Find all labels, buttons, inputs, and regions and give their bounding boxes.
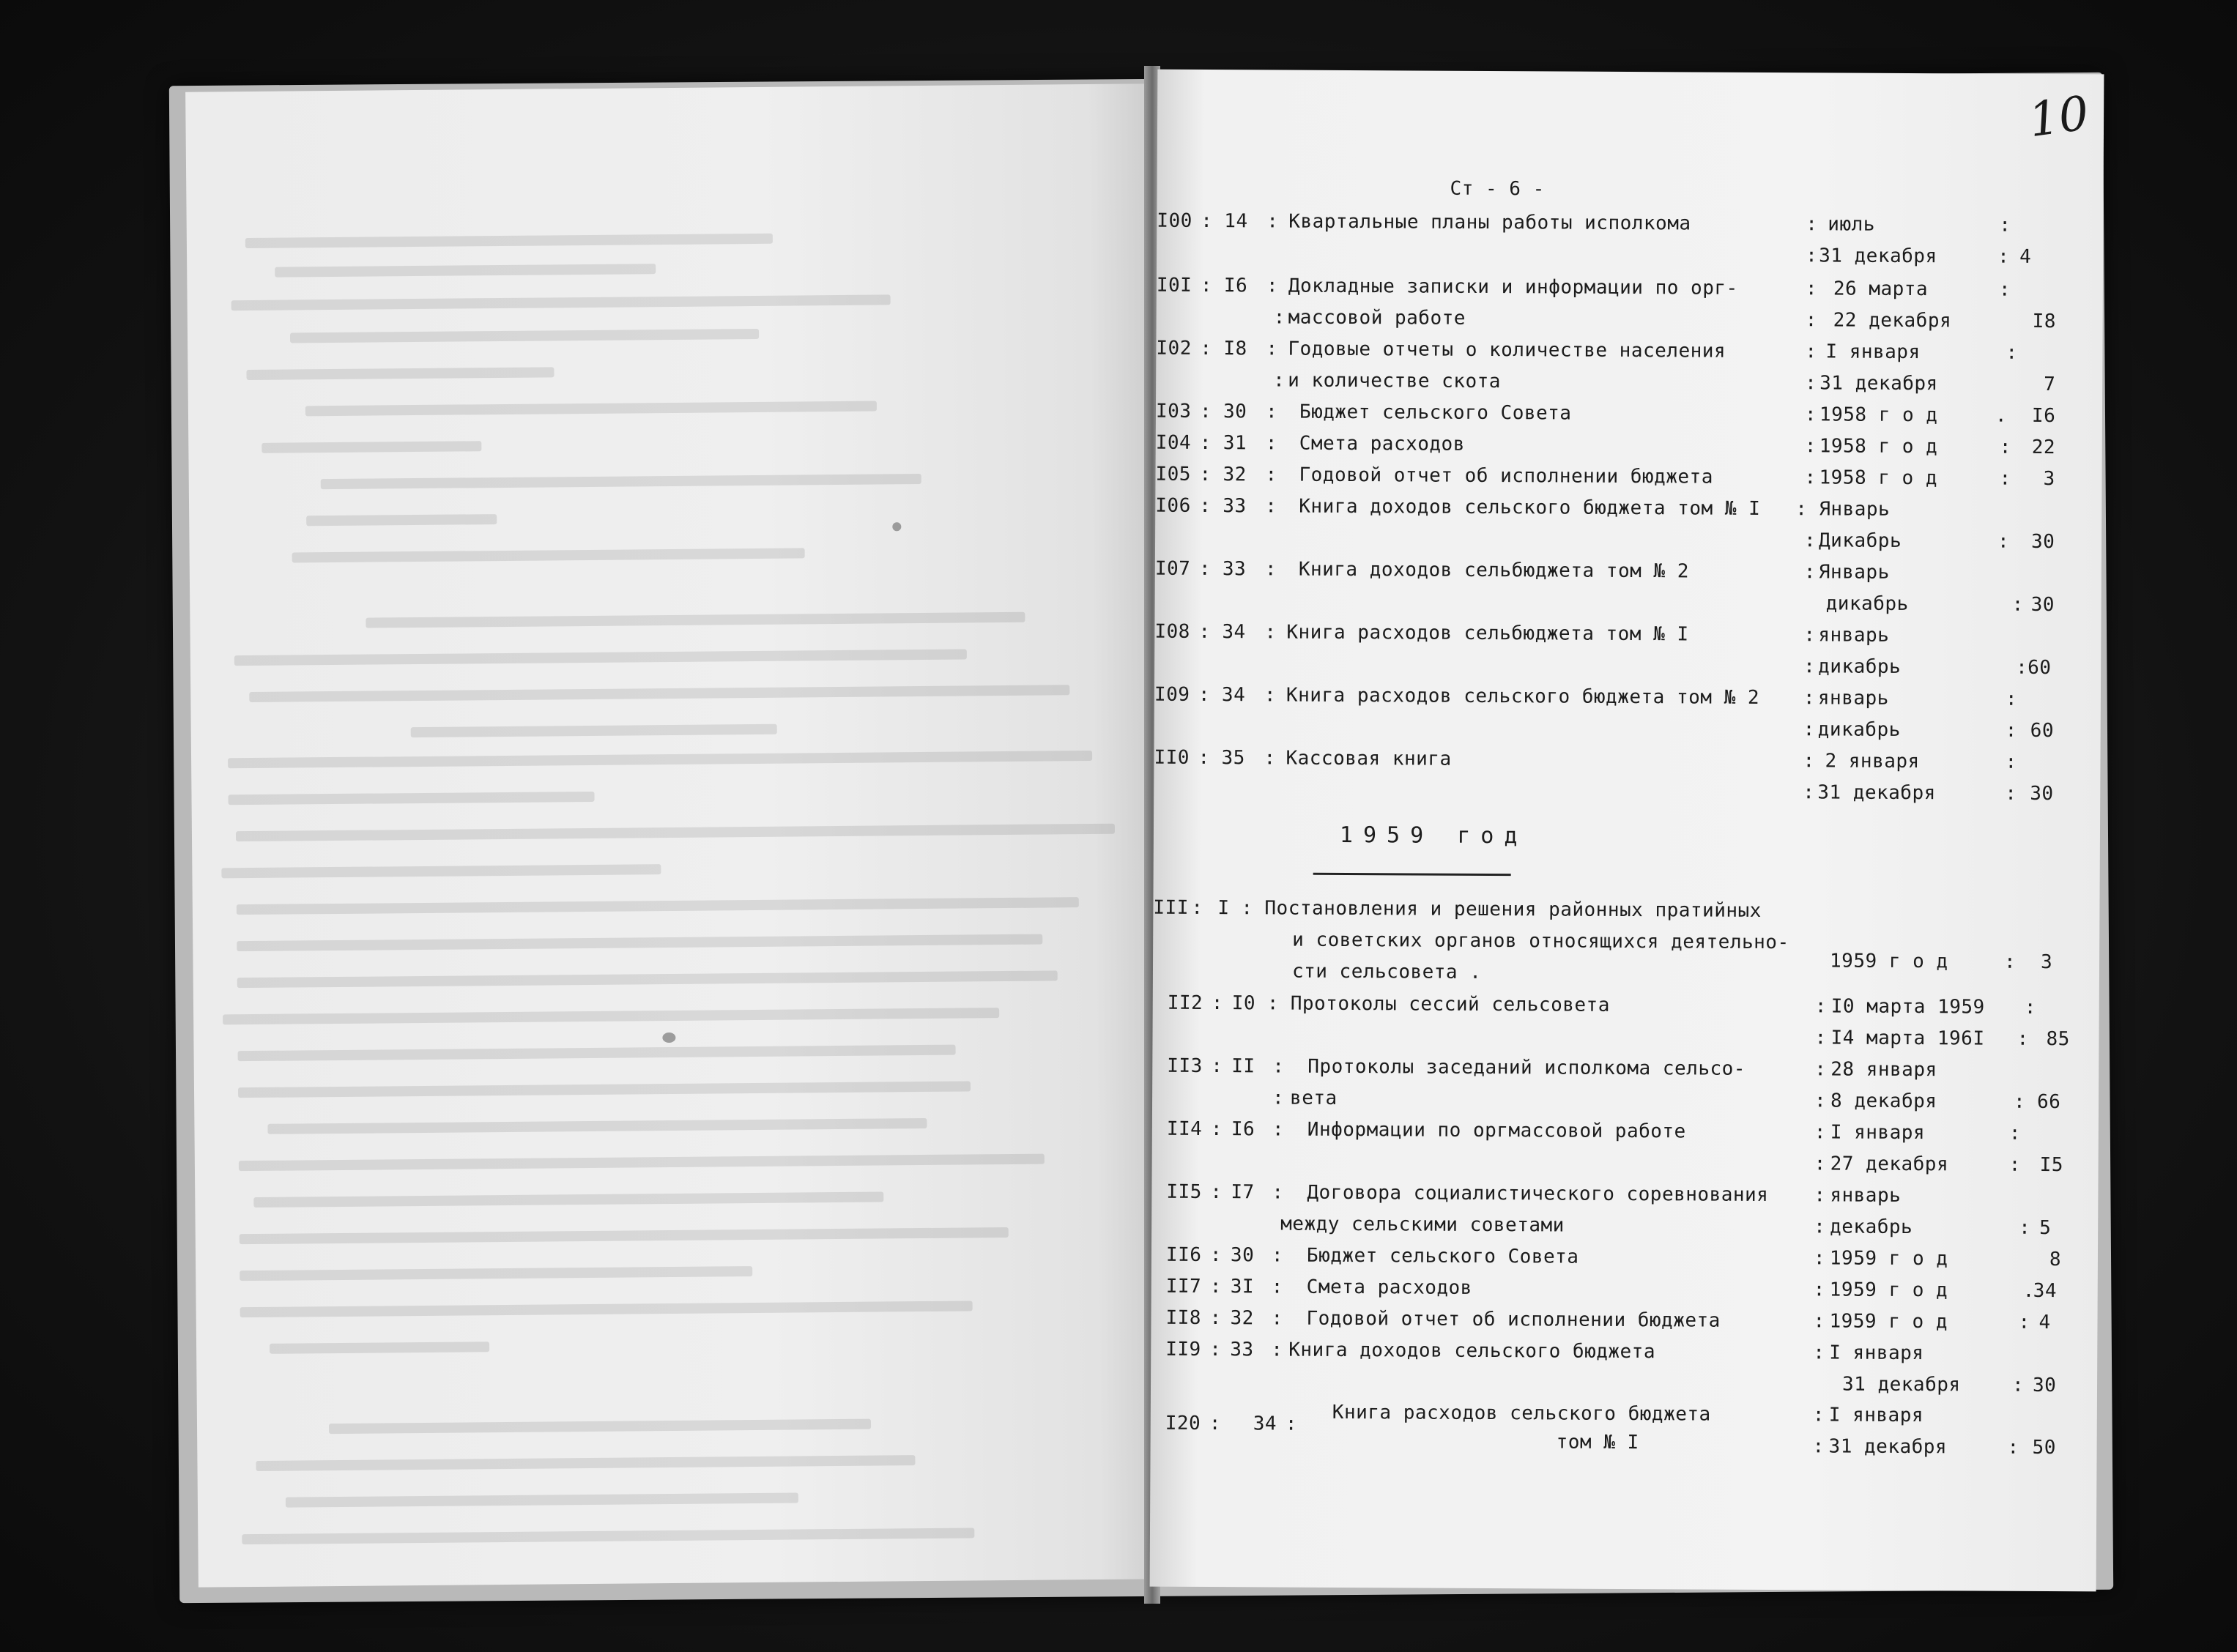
row-separator: : xyxy=(1271,1307,1283,1330)
row-title: Книга расходов сельского бюджета том № 2 xyxy=(1286,684,1760,709)
row-separator: : xyxy=(1285,1413,1297,1435)
row-title: Докладные записки и информации по орг- xyxy=(1288,275,1738,299)
row-separator: : xyxy=(1805,278,1818,300)
row-count: 34 xyxy=(2033,1279,2058,1303)
row-date-start: январь xyxy=(1818,624,1890,647)
row-number: II4 xyxy=(1166,1117,1203,1140)
row-separator: : xyxy=(1803,624,1816,647)
row-date-start: I января xyxy=(1829,1342,1924,1365)
row-separator: : xyxy=(1813,1342,1825,1364)
row-separator: : xyxy=(1804,466,1817,489)
row-count: 60 xyxy=(2030,719,2055,743)
row-title: Кассовая книга xyxy=(1286,747,1452,770)
row-date-start: январь xyxy=(1830,1184,1902,1207)
row-title-cont: и советских органов относящихся деятельно- xyxy=(1292,929,1789,954)
row-separator: : xyxy=(1803,529,1817,552)
row-separator: : xyxy=(1264,621,1277,644)
row-separator: : xyxy=(1198,557,1212,581)
row-separator: : xyxy=(1272,1055,1285,1078)
row-separator: : xyxy=(1264,747,1276,770)
right-page xyxy=(1150,70,2104,1592)
row-count: 30 xyxy=(2030,530,2055,554)
row-separator: : xyxy=(1804,435,1817,458)
row-count: I6 xyxy=(2031,404,2056,428)
row-title-cont: том № I xyxy=(1556,1431,1639,1454)
row-separator: : xyxy=(2007,1436,2019,1459)
row-separator: : xyxy=(1210,1181,1223,1204)
row-date-start: I января xyxy=(1828,1404,1924,1427)
row-item: 34 xyxy=(1253,1413,1277,1435)
row-date-end: 27 декабря xyxy=(1830,1153,1949,1176)
row-date-start: I0 марта 1959 xyxy=(1830,995,1985,1019)
row-title: Книга доходов сельбюджета том № 2 xyxy=(1298,558,1689,583)
row-separator: : xyxy=(1210,1118,1223,1141)
row-count: I5 xyxy=(2039,1153,2064,1177)
row-separator: : xyxy=(1999,467,2011,490)
row-separator: : xyxy=(1198,746,1210,770)
row-number: I05 xyxy=(1155,463,1192,485)
row-date-start: июль xyxy=(1828,213,1876,236)
row-date-start: 26 марта xyxy=(1833,278,1929,301)
row-separator: : xyxy=(2017,1027,2029,1050)
row-separator: : xyxy=(1209,1276,1222,1298)
row-separator: : xyxy=(1264,558,1277,581)
row-separator: : xyxy=(1271,1244,1284,1267)
row-date-end: 22 декабря xyxy=(1833,309,1952,332)
row-separator: : xyxy=(1200,274,1213,297)
row-separator: : xyxy=(1805,341,1817,363)
row-separator: : xyxy=(1211,992,1223,1015)
row-separator: : xyxy=(1209,1244,1223,1267)
row-separator: : xyxy=(1998,278,2011,301)
row-title: Бюджет сельского Совета xyxy=(1299,401,1572,425)
row-separator: : xyxy=(1272,1087,1285,1109)
row-separator: : xyxy=(1813,1279,1825,1301)
row-count: 30 xyxy=(2030,782,2054,805)
row-separator: : xyxy=(1209,1307,1222,1330)
row-separator: : xyxy=(1272,1118,1285,1141)
row-separator: : xyxy=(1241,897,1253,920)
row-separator: : xyxy=(1814,1058,1827,1081)
row-item: 32 xyxy=(1223,464,1247,486)
row-separator: : xyxy=(1813,1310,1825,1333)
row-number: II7 xyxy=(1165,1275,1202,1298)
row-number: I09 xyxy=(1154,683,1190,706)
row-separator: : xyxy=(1265,464,1277,486)
folio-number: 10 xyxy=(2025,86,2093,149)
row-separator: : xyxy=(1199,494,1212,518)
row-separator: : xyxy=(1803,781,1815,804)
row-count: 85 xyxy=(2046,1028,2070,1051)
row-separator: : xyxy=(2018,1311,2030,1333)
row-separator: : xyxy=(1814,1027,1827,1049)
row-separator: : xyxy=(1211,1055,1223,1078)
row-item: II xyxy=(1231,1055,1255,1078)
row-item: I xyxy=(1217,897,1230,920)
row-date-start: 1959 г о д xyxy=(1829,950,1948,973)
row-number: I06 xyxy=(1155,494,1191,517)
row-count: 60 xyxy=(2028,656,2052,680)
row-separator: : xyxy=(1997,245,2010,268)
row-separator: : xyxy=(1198,683,1211,707)
row-separator: : xyxy=(1271,1276,1283,1298)
row-separator: : xyxy=(1271,1339,1283,1361)
row-title: Квартальные планы работы исполкома xyxy=(1288,210,1691,235)
row-date-end: Дикабрь xyxy=(1818,529,1902,552)
row-date-start: 1959 г о д xyxy=(1829,1247,1948,1270)
row-date-end: 31 декабря xyxy=(1819,245,1937,268)
row-number: II6 xyxy=(1165,1243,1202,1266)
row-date-start: 1959 г о д xyxy=(1829,1310,1948,1333)
row-separator: : xyxy=(1272,1181,1284,1204)
page-header: Ст - 6 - xyxy=(1450,177,1545,201)
row-date-end: дикабрь xyxy=(1825,592,1909,616)
row-separator: : xyxy=(1266,210,1279,233)
row-separator: : xyxy=(1999,214,2011,237)
row-date-end: I4 марта 196I xyxy=(1830,1027,1985,1050)
row-item: 33 xyxy=(1223,495,1247,518)
row-count: 5 xyxy=(2039,1216,2052,1240)
row-count: 66 xyxy=(2036,1090,2061,1114)
row-item: 32 xyxy=(1230,1307,1254,1330)
row-separator: : xyxy=(1997,530,2010,553)
row-separator: : xyxy=(1191,896,1203,919)
row-number: II5 xyxy=(1166,1180,1202,1203)
row-separator: . xyxy=(1995,404,2008,427)
row-separator: : xyxy=(1814,995,1827,1018)
row-number: I03 xyxy=(1155,400,1192,423)
row-title-cont: и количестве скота xyxy=(1288,369,1502,393)
row-separator: : xyxy=(1806,245,1818,267)
row-separator: : xyxy=(1814,1121,1827,1144)
row-title: Смета расходов xyxy=(1306,1276,1472,1299)
row-item: 30 xyxy=(1223,401,1247,423)
row-separator: . xyxy=(2022,1279,2035,1302)
row-item: I8 xyxy=(1223,338,1247,360)
row-item: 14 xyxy=(1224,210,1248,233)
row-separator: : xyxy=(1812,1435,1825,1458)
row-separator: : xyxy=(1804,403,1817,426)
row-count: I8 xyxy=(2032,310,2057,333)
row-title: Смета расходов xyxy=(1299,432,1465,455)
row-number: I0I xyxy=(1156,274,1192,297)
row-separator: : xyxy=(1812,1404,1825,1426)
row-separator: : xyxy=(2008,1153,2021,1176)
row-title-cont: между сельскими советами xyxy=(1280,1213,1565,1237)
row-separator: : xyxy=(2013,1090,2026,1113)
row-separator: : xyxy=(1200,337,1212,360)
row-date-start: Январь xyxy=(1818,561,1890,584)
row-number: III xyxy=(1153,896,1189,919)
row-title: Книга расходов сельбюджета том № I xyxy=(1286,621,1689,646)
row-count: 4 xyxy=(2019,245,2032,268)
row-separator: : xyxy=(1814,1090,1827,1112)
row-separator: : xyxy=(1805,309,1817,332)
row-separator: : xyxy=(1273,306,1286,329)
row-number: II9 xyxy=(1165,1338,1201,1361)
row-separator: : xyxy=(1814,1153,1826,1175)
year-heading: 1959 год xyxy=(1339,822,1528,849)
row-separator: : xyxy=(1199,431,1212,455)
row-separator: : xyxy=(1265,432,1277,455)
row-separator: : xyxy=(1264,684,1277,707)
row-separator: : xyxy=(1805,372,1817,395)
row-date-start: Январь xyxy=(1819,498,1891,521)
row-date-start: 1959 г о д xyxy=(1829,1279,1948,1302)
row-count: 3 xyxy=(2040,950,2053,974)
row-date-end: 31 декабря xyxy=(1819,372,1938,395)
row-title: Годовой отчет об исполнении бюджета xyxy=(1299,464,1713,488)
row-item: 34 xyxy=(1221,684,1246,707)
row-number: I00 xyxy=(1157,209,1192,232)
row-item: 34 xyxy=(1222,621,1246,644)
row-title: Годовые отчеты о количестве населения xyxy=(1288,338,1726,362)
row-separator: : xyxy=(1265,401,1278,423)
row-date-start: январь xyxy=(1817,687,1889,710)
row-item: 33 xyxy=(1230,1339,1254,1361)
row-separator: : xyxy=(1803,561,1817,584)
row-count: 30 xyxy=(2030,593,2055,617)
row-date-start: 28 января xyxy=(1830,1058,1937,1082)
row-item: 30 xyxy=(1230,1244,1255,1267)
row-number: II3 xyxy=(1167,1054,1203,1077)
row-separator: : xyxy=(2011,1374,2025,1396)
row-item: I6 xyxy=(1223,275,1248,297)
row-separator: : xyxy=(2011,593,2024,616)
row-separator: : xyxy=(1266,338,1278,360)
row-separator: : xyxy=(1209,1339,1222,1361)
row-number: I07 xyxy=(1154,557,1191,580)
year-heading-underline xyxy=(1313,873,1511,876)
row-title-cont: вета xyxy=(1290,1087,1338,1109)
row-date-end: дикабрь xyxy=(1818,655,1902,678)
row-item: I6 xyxy=(1231,1118,1255,1141)
row-date-start: 2 января xyxy=(1825,750,1920,773)
row-title: Постановления и решения районных пратийных xyxy=(1264,897,1762,922)
row-separator: : xyxy=(1803,718,1815,741)
row-count: 3 xyxy=(2043,467,2055,491)
row-separator: : xyxy=(1814,1184,1826,1207)
row-separator: : xyxy=(2006,341,2018,364)
row-number: I20 xyxy=(1165,1412,1201,1435)
row-separator: : xyxy=(1273,369,1286,392)
row-title: Годовой отчет об исполнении бюджета xyxy=(1306,1307,1721,1332)
row-item: 35 xyxy=(1221,747,1245,770)
row-date-start: 1958 г о д xyxy=(1819,403,1938,427)
row-item: 3I xyxy=(1230,1276,1255,1298)
row-separator: : xyxy=(2016,656,2028,679)
row-date-start: I января xyxy=(1830,1121,1926,1145)
row-item: 33 xyxy=(1222,558,1247,581)
row-date-start: 1958 г о д xyxy=(1819,435,1938,458)
row-title: Протоколы сессий сельсовета xyxy=(1290,992,1610,1016)
row-separator: : xyxy=(1199,463,1212,486)
row-count: 4 xyxy=(2038,1311,2051,1334)
row-separator: : xyxy=(1199,400,1212,423)
row-date-end: 31 декабря xyxy=(1817,781,1936,805)
row-separator: : xyxy=(2019,1216,2031,1239)
left-page-bleedthrough xyxy=(185,83,1158,1587)
row-separator: : xyxy=(1266,275,1279,297)
row-item: I0 xyxy=(1231,992,1256,1015)
row-date-end: 8 декабря xyxy=(1830,1090,1937,1113)
row-number: I02 xyxy=(1156,337,1192,360)
row-number: II0 xyxy=(1154,746,1190,769)
row-count: 8 xyxy=(2049,1249,2062,1271)
row-title-cont: массовой работе xyxy=(1288,306,1466,330)
row-title: Информации по оргмассовой работе xyxy=(1307,1118,1686,1143)
row-separator: : xyxy=(1803,750,1815,773)
row-separator: : xyxy=(2024,996,2036,1019)
row-separator: : xyxy=(2005,719,2017,742)
row-separator: : xyxy=(1803,687,1816,710)
row-number: II8 xyxy=(1165,1306,1202,1329)
row-separator: : xyxy=(2005,688,2018,710)
row-number: I08 xyxy=(1154,620,1190,643)
row-date-end: декабрь xyxy=(1830,1216,1913,1239)
row-separator: : xyxy=(1265,495,1277,518)
row-separator: : xyxy=(1814,1216,1826,1238)
row-count: 7 xyxy=(2044,373,2056,396)
row-number: I04 xyxy=(1155,431,1192,454)
row-title: Договора социалистического соревнования xyxy=(1307,1181,1769,1207)
row-date-end: 31 декабря xyxy=(1828,1435,1948,1459)
row-count: 50 xyxy=(2032,1436,2056,1459)
row-title-cont: сти сельсовета . xyxy=(1291,960,1482,983)
row-separator: : xyxy=(1806,213,1818,236)
row-separator: : xyxy=(1198,620,1211,644)
row-separator: : xyxy=(1999,436,2011,458)
row-separator: : xyxy=(2003,950,2017,973)
row-item: 31 xyxy=(1223,432,1247,455)
row-count: 22 xyxy=(2031,436,2056,459)
row-date-end: 31 декабря xyxy=(1841,1373,1961,1396)
row-date-start: I января xyxy=(1825,341,1921,364)
row-number: II2 xyxy=(1167,991,1203,1014)
row-separator: : xyxy=(1266,992,1279,1015)
row-separator: : xyxy=(1813,1247,1826,1270)
row-date-start: 1958 г о д xyxy=(1819,466,1938,490)
row-title: Книга расходов сельского бюджета xyxy=(1332,1401,1711,1426)
row-title: Книга доходов сельского бюджета xyxy=(1288,1339,1656,1363)
row-date-end: дикабрь xyxy=(1817,718,1901,741)
row-separator: : xyxy=(1201,209,1213,233)
row-separator: : xyxy=(2005,751,2017,773)
row-separator: : xyxy=(2005,782,2017,805)
row-item: I7 xyxy=(1231,1181,1255,1204)
row-separator: : xyxy=(1803,655,1816,678)
row-count: 30 xyxy=(2032,1374,2057,1397)
row-title: Протоколы заседаний исполкома сельсо- xyxy=(1307,1055,1746,1080)
row-separator: : xyxy=(1795,498,1808,521)
row-title: Бюджет сельского Совета xyxy=(1306,1244,1579,1268)
row-separator: : xyxy=(2008,1122,2022,1145)
row-separator: : xyxy=(1209,1413,1221,1435)
row-title: Книга доходов сельского бюджета том № I xyxy=(1299,495,1761,520)
